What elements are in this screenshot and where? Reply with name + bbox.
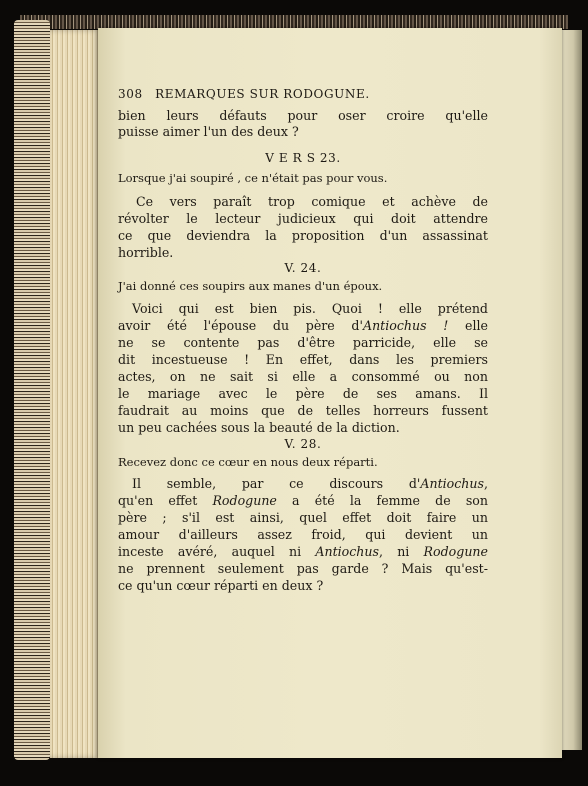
italic-name: Antiochus !: [362, 318, 449, 333]
verse-heading: V E R S 23.: [265, 151, 341, 165]
text-line: dit incestueuse ! En effet, dans les premiers: [118, 352, 488, 367]
verse-quote: Lorsque j'ai soupiré , ce n'était pas pour vous.: [118, 171, 388, 185]
text-span: inceste avéré, auquel ni: [118, 544, 316, 559]
text-line: père ; s'il est ainsi, quel effet doit faire un: [118, 510, 488, 525]
text-span: , ni: [379, 544, 424, 559]
binding-edge-left: [14, 20, 50, 760]
text-span: elle: [448, 318, 488, 333]
italic-name: Antiochus: [420, 476, 484, 491]
text-line: [132, 476, 488, 492]
text-span: qu'en effet: [118, 493, 213, 508]
text-line: puisse aimer l'un des deux ?: [118, 124, 299, 139]
text-line: [118, 318, 488, 334]
verse-heading: V. 24.: [284, 261, 322, 275]
page-stack-edge: [50, 30, 100, 758]
text-line: amour d'ailleurs assez froid, qui devient un: [118, 527, 488, 542]
verse-quote: Recevez donc ce cœur en nous deux réparti.: [118, 455, 378, 469]
italic-name: Antiochus: [315, 544, 379, 559]
text-span: ,: [483, 476, 488, 491]
text-line: [118, 493, 488, 509]
text-line: un peu cachées sous la beauté de la diction.: [118, 420, 400, 435]
verse-quote: J'ai donné ces soupirs aux manes d'un époux.: [118, 279, 383, 293]
text-span: avoir été l'épouse du père d': [118, 318, 363, 333]
text-line: Voici qui est bien pis. Quoi ! elle prétend: [132, 301, 488, 316]
text-line: ce que deviendra la proposition d'un assassinat: [118, 228, 488, 243]
text-line: ne se contente pas d'être parricide, elle se: [118, 335, 488, 350]
running-title: REMARQUES SUR RODOGUNE.: [155, 87, 370, 101]
text-line: actes, on ne sait si elle a consommé ou non: [118, 369, 488, 384]
page-number: 308: [118, 87, 143, 101]
facing-page-edge: [560, 30, 582, 750]
text-line: le mariage avec le père de ses amans. Il: [118, 386, 488, 401]
running-header: [118, 86, 370, 102]
text-line: ne prennent seulement pas garde ? Mais qu'est-: [118, 561, 488, 576]
text-line: [118, 544, 488, 560]
text-line: horrible.: [118, 245, 174, 260]
text-line: bien leurs défauts pour oser croire qu'elle: [118, 108, 488, 123]
text-span: Il semble, par ce discours d': [132, 476, 421, 491]
text-line: faudrait au moins que de telles horreurs fussent: [118, 403, 488, 418]
italic-name: Rodogune: [423, 544, 488, 559]
text-span: a été la femme de son: [276, 493, 488, 508]
verse-heading: V. 28.: [284, 437, 322, 451]
text-line: ce qu'un cœur réparti en deux ?: [118, 578, 324, 593]
italic-name: Rodogune: [212, 493, 277, 508]
binding-edge-top: [20, 15, 568, 29]
text-line: Ce vers paraît trop comique et achève de: [136, 194, 488, 209]
text-line: révolter le lecteur judicieux qui doit attendre: [118, 211, 488, 226]
